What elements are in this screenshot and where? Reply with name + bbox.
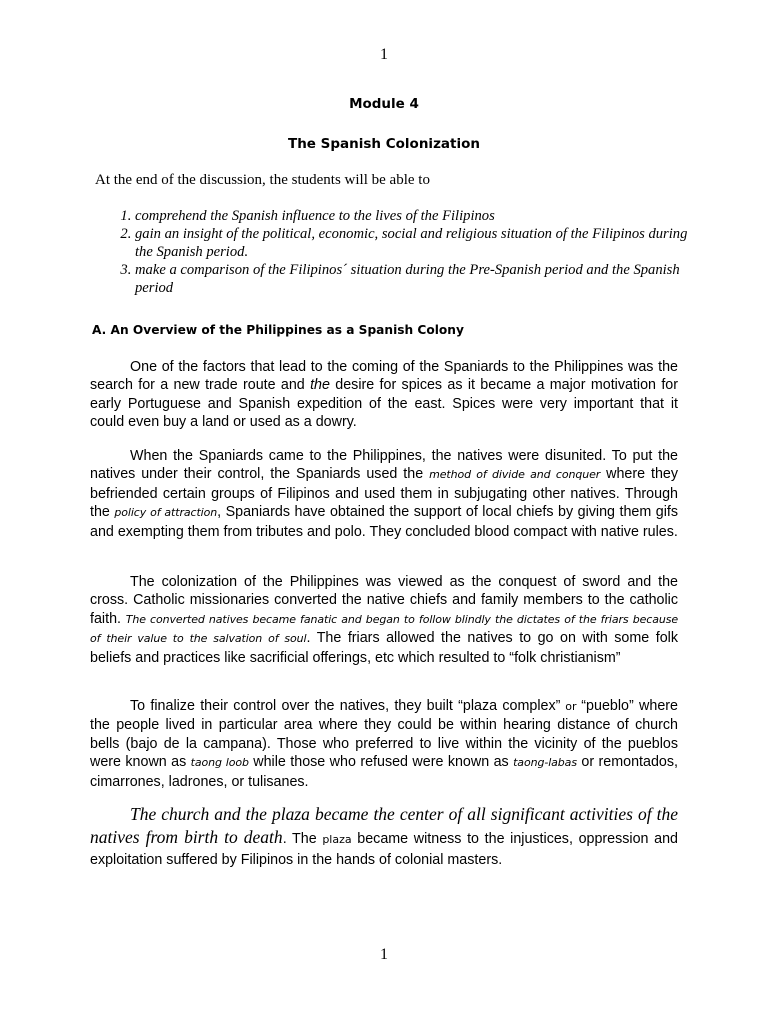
p5-term-plaza: plaza	[322, 833, 352, 846]
p4-or: or	[560, 700, 582, 713]
module-title: The Spanish Colonization	[287, 136, 480, 152]
p4-text: To finalize their control over the natives, they built “plaza complex”	[130, 698, 561, 714]
p5-text-end: became witness to the injustices, oppression and exploitation suffered by Filipinos in the hands of colonial masters.	[90, 831, 679, 868]
p4-text-end: or remontados, cimarrones, ladrones, or tulisanes.	[90, 754, 678, 790]
objective-item: 2. gain an insight of the political, economic, social and religious situation of the Filipinos during the Spanish period.	[135, 225, 695, 261]
p2-text-cont: where they befriended certain groups of Filipinos and used them in subjugating other natives. Through the	[90, 466, 679, 521]
section-a-heading: A. An Overview of the Philippines as a Spanish Colony	[92, 323, 464, 337]
intro-text: At the end of the discussion, the students will be able to	[95, 172, 430, 188]
objective-item: 3. make a comparison of the Filipinos´ situation during the Pre-Spanish period and the Spanish period	[135, 261, 695, 297]
paragraph-4	[90, 697, 678, 791]
page-number-bottom: 1	[380, 946, 388, 963]
p4-term-taong-loob: taong loob	[190, 756, 249, 770]
p1-text-cont: desire for spices as it became a major motivation for early Portuguese and Spanish expedition of the east. Spices were very important that it could even buy a land or used as a dowry.	[90, 377, 678, 431]
paragraph-5	[90, 804, 678, 871]
p4-term-taong-labas: taong-labas	[513, 756, 577, 770]
p4-text-mid: while those who refused were known as	[248, 754, 514, 771]
objectives-list	[110, 207, 695, 297]
p1-italic-the: the	[310, 377, 330, 394]
objective-item: 1. comprehend the Spanish influence to the lives of the Filipinos	[135, 207, 695, 225]
p2-term-policy-attraction: policy of attraction	[114, 506, 218, 520]
p3-text-end: . The friars allowed the natives to go on with some folk beliefs and practices like sacrificial offerings, etc which resulted to “folk christianism”	[90, 630, 678, 666]
p2-text: When the Spaniards came to the Philippines, the natives were disunited. To put the natives under their control, the Spaniards used the	[90, 448, 678, 483]
p4-text-cont: “pueblo” where the people lived in particular area where they could be within hearing distance of church bells (bajo de la campana). Those who preferred to live within the vicinity of the pueblos were known as	[90, 698, 678, 771]
p5-emphasis: The church and the plaza became the center of all significant activities of the natives from birth to death	[90, 804, 678, 847]
p3-highlight: The converted natives became fanatic and began to follow blindly the dictates of the friars because of their value to the salvation of soul	[90, 612, 679, 646]
p5-text: . The	[282, 831, 323, 847]
paragraph-1	[90, 358, 678, 432]
p3-text: The colonization of the Philippines was viewed as the conquest of sword and the cross. Catholic missionaries converted the native chiefs and family members to the catholic faith.	[90, 574, 678, 627]
paragraph-3	[90, 573, 678, 667]
p1-text: One of the factors that lead to the coming of the Spaniards to the Philippines was the search for a new trade route and	[90, 359, 678, 394]
page-number-top: 1	[380, 46, 388, 63]
module-label: Module 4	[349, 96, 419, 112]
p2-text-end: , Spaniards have obtained the support of local chiefs by giving them gifs and exempting them from tributes and polo. They concluded blood compact with native rules.	[90, 504, 678, 540]
paragraph-2	[90, 447, 678, 541]
p2-term-divide-conquer: method of divide and conquer	[429, 468, 601, 482]
